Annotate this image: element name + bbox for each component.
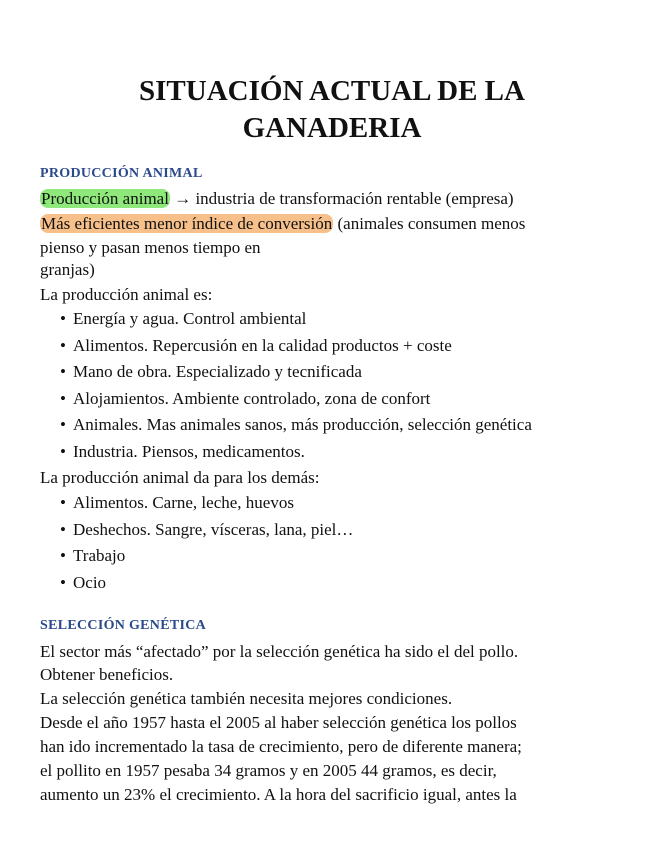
paragraph-line: Desde el año 1957 hasta el 2005 al haber selección genética los pollos — [40, 713, 517, 732]
list-intro: La producción animal da para los demás: — [40, 468, 320, 487]
list-item: • Energía y agua. Control ambiental — [60, 306, 532, 333]
paragraph-line — [40, 188, 514, 210]
list-item: • Trabajo — [60, 543, 353, 570]
section-heading-seleccion-genetica: SELECCIÓN GENÉTICA — [40, 618, 207, 633]
document-title-line-2: GANADERIA — [242, 112, 422, 144]
list-item: • Ocio — [60, 570, 353, 597]
paragraph-line: han ido incrementado la tasa de crecimiento, pero de diferente manera; — [40, 737, 522, 756]
paragraph-line: granjas) — [40, 260, 95, 279]
paragraph-line: El sector más “afectado” por la selección genética ha sido el del pollo. — [40, 642, 519, 661]
list-item: • Alimentos. Carne, leche, huevos — [60, 490, 353, 517]
paragraph-line: La selección genética también necesita mejores condiciones. — [40, 689, 453, 708]
list-item: • Deshechos. Sangre, vísceras, lana, piel… — [60, 517, 353, 544]
paragraph-line — [40, 213, 525, 235]
paragraph-line: Obtener beneficios. — [40, 665, 174, 684]
paragraph-line: aumento un 23% el crecimiento. A la hora del sacrificio igual, antes la — [40, 785, 517, 804]
list-item: • Industria. Piensos, medicamentos. — [60, 439, 532, 466]
bullet-list-production — [60, 306, 532, 465]
paragraph-line: el pollito en 1957 pesaba 34 gramos y en 2005 44 gramos, es decir, — [40, 761, 497, 780]
highlight-orange: Más eficientes menor índice de conversión — [41, 214, 333, 233]
highlight-green: Producción animal — [41, 189, 169, 208]
paragraph-line: pienso y pasan menos tiempo en — [40, 238, 261, 257]
list-item: • Mano de obra. Especializado y tecnificada — [60, 359, 532, 386]
list-item: • Alojamientos. Ambiente controlado, zona de confort — [60, 386, 532, 413]
list-item: • Animales. Mas animales sanos, más producción, selección genética — [60, 412, 532, 439]
document-title-line-1: SITUACIÓN ACTUAL DE LA — [139, 75, 525, 107]
text-run: (animales consumen menos — [333, 214, 526, 233]
list-intro: La producción animal es: — [40, 285, 213, 304]
text-run: → industria de transformación rentable (empresa) — [169, 189, 514, 208]
bullet-list-benefits — [60, 490, 353, 596]
section-heading-produccion-animal: PRODUCCIÓN ANIMAL — [40, 166, 203, 181]
list-item: • Alimentos. Repercusión en la calidad productos + coste — [60, 333, 532, 360]
